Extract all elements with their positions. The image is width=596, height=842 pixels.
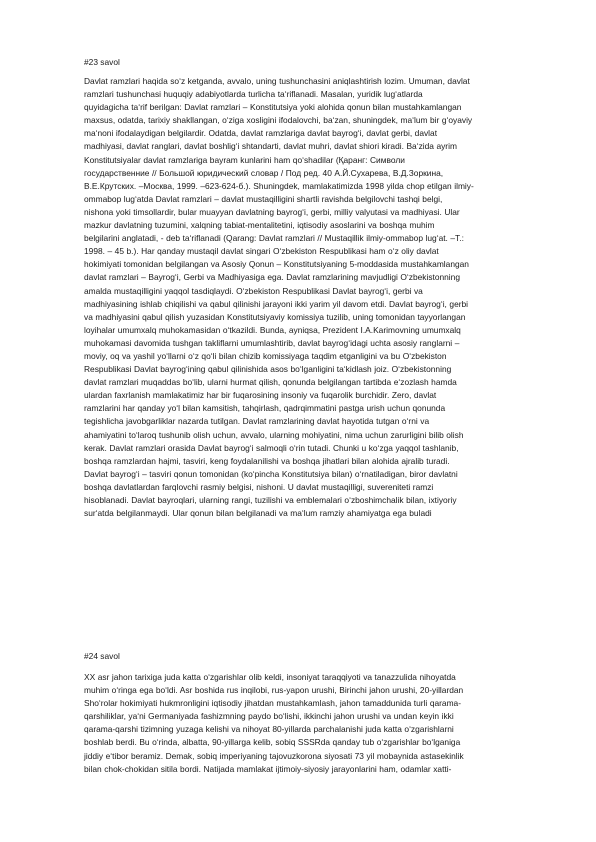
text-line: XX asr jahon tarixiga juda katta o‘zgarishlar olib keldi, insoniyat taraqqiyoti va tanazzulida nihoyatda — [84, 672, 456, 682]
text-line: hokimiyati tomonidan belgilangan va Asosiy Qonun – Konstitutsiyaning 5-moddasida mustahkamlangan — [84, 259, 469, 270]
answer-paragraph-23 — [84, 75, 530, 520]
text-line: boshqa davlatlardan farqlovchi rasmiy belgisi, nishoni. U davlat mustaqilligi, suvereniteti ramzi — [84, 481, 434, 492]
text-line: sur‘atda belgilanmaydi. Ular qonun bilan belgilanadi va ma‘lum ramziy ahamiyatga ega buladi — [84, 508, 432, 519]
text-line: ramzlari tushunchasi huquqiy adabiyotlarda turlicha ta‘riflanadi. Masalan, yuridik lug‘atlarda — [84, 89, 423, 100]
text-line: davlat ramzlari – Bayrog‘i, Gerbi va Madhiyasiga ega. Davlat ramzlarining mavjudligi O‘zbekistonning — [84, 272, 460, 283]
text-line: belgilarini anglatadi, - deb ta‘riflanadi (Qarang: Davlat ramzlari // Mustaqillik ilmiy-ommabop lug‘at. –T.: — [84, 233, 464, 244]
text-line: madhiyasi, davlat ranglari, davlat boshlig‘i shtandarti, davlat muhri, davlat shiori kiradi. Ba‘zida ayrim — [84, 141, 457, 152]
text-line: ulardan faxrlanish mamlakatimiz har bir fuqarosining insoniy va fuqarolik burchidir. Zero, davlat — [84, 390, 437, 401]
answer-paragraph-24 — [84, 671, 530, 776]
text-line: davlat ramzlari muqaddas bo‘lib, ularni hurmat qilish, qonunda belgilangan tartibda e‘zozlash hamda — [84, 377, 457, 388]
text-line: madhiyasining ishlab chiqilishi va qabul qilinishi jarayoni ikki yarim yil davom etdi. Davlat bayrog‘i, gerbi — [84, 298, 469, 309]
text-line: quyidagicha ta‘rif berilgan: Davlat ramzlari – Konstitutsiya yoki alohida qonun bilan mustahkamlangan — [84, 102, 462, 113]
text-line: ramzlarini har qanday yo‘l bilan kamsitish, tahqirlash, qadrqimmatini pastga urish uchun qonunda — [84, 403, 446, 414]
text-line: muhokamasi davomida tushgan takliflarni umumlashtirib, davlat bayrog‘idagi uchta asosiy ranglarni – — [84, 337, 460, 348]
question-heading-24: #24 savol — [84, 651, 120, 661]
text-line: amalda mustaqilligini yaqqol tasdiqlaydi. O‘zbekiston Respublikasi Davlat bayrog‘i, gerbi va — [84, 285, 423, 296]
text-line: kerak. Davlat ramzlari orasida Davlat bayrog‘i salmoqli o‘rin tutadi. Chunki u ko‘zga yaqqol tashlanib, — [84, 442, 459, 453]
text-line: muhim o‘ringa ega bo‘ldi. Asr boshida rus inqilobi, rus-yapon urushi, Birinchi jahon urushi, 20-yillardan — [84, 685, 464, 696]
text-line: Davlat ramzlari haqida so‘z ketganda, avvalo, uning tushunchasini aniqlashtirish lozim. Umuman, davlat — [84, 76, 470, 86]
question-heading-23: #23 savol — [84, 57, 120, 67]
text-line: 1998. – 45 b.). Har qanday mustaqil davlat singari O‘zbekiston Respublikasi ham o‘z oliy davlat — [84, 246, 439, 257]
text-line: nishona yoki timsollardir, bular muayyan davlatning bayrog‘i, gerbi, milliy valyutasi va madhiyasi. Ular — [84, 206, 460, 217]
text-line: ommabop lug‘atda Davlat ramzlari – davlat mustaqilligini shartli ravishda belgilovchi tashqi belgi, — [84, 193, 443, 204]
text-line: tegishlicha javobgarliklar nazarda tutilgan. Davlat ramzlarining davlat hayotida tutgan o‘rni va — [84, 416, 430, 427]
text-line: mazkur davlatning tuzumini, xalqning tabiat-mentalitetini, iqtisodiy asoslarini va boshqa muhim — [84, 220, 435, 231]
text-line: hisoblanadi. Davlat bayroqlari, ularning rangi, tuzilishi va emblemalari o‘zboshimchalik bilan, ixtiyoriy — [84, 495, 457, 505]
text-line: jiddiy e‘tibor beramiz. Demak, sobiq imperiyaning tajovuzkorona siyosati 73 yil mobaynida astasekinlik — [84, 750, 464, 761]
text-line: Davlat bayrog‘i – tasviri qonun tomonidan (ko‘pincha Konstitutsiya bilan) o‘rnatiladigan, biror davlatni — [84, 468, 458, 479]
text-line: maxsus, odatda, tarixiy shakllangan, o‘ziga xosligini ifodalovchi, ba‘zan, shuningdek, ma‘lum bir g‘oyaviy — [84, 115, 473, 126]
text-line: В.Е.Крутских. –Москва, 1999. –623-624-б.). Shuningdek, mamlakatimizda 1998 yilda chop etilgan ilmiy- — [84, 180, 474, 191]
text-line: qarama-qarshi tizimning yuzaga kelishi va nihoyat 80-yillarda parchalanishi juda katta o‘zgarishlarni — [84, 724, 454, 735]
text-line: ma‘noni ifodalaydigan belgilardir. Odatda, davlat ramzlariga davlat bayrog‘i, davlat gerbi, davlat — [84, 128, 438, 139]
text-line: Konstitutsiyalar davlat ramzlariga bayram kunlarini ham qo‘shadilar (Қаранг: Символи — [84, 154, 405, 165]
text-line: государственние // Большой юридический словар / Под ред. 40 А.Й.Сухарева, В.Д.Зоркина, — [84, 167, 444, 178]
text-line: ahamiyatini to‘laroq tushunib olish uchun, avvalo, ularning mohiyatini, nima uchun zarurligini bilib olish — [84, 429, 464, 440]
text-line: bilan chok-chokidan sitila bordi. Natijada mamlakat ijtimoiy-siyosiy jarayonlarini ham, odamlar xatti- — [84, 763, 452, 774]
text-line: boshqa ramzlardan hajmi, tasviri, keng foydalanilishi va boshqa jihatlari bilan alohida ajralib turadi. — [84, 455, 450, 466]
text-line: va madhiyasini qabul qilish yuzasidan Konstitutsiyaviy komissiya tuzilib, uning tomonidan tayyorlangan — [84, 311, 466, 322]
text-line: qarshiliklar, ya‘ni Germaniyada fashizmning paydo bo‘lishi, ikkinchi jahon urushi va undan keyin ikki — [84, 711, 454, 722]
text-line: moviy, oq va yashil yo‘llarni o‘z qo‘li bilan chizib komissiyaga taqdim etganligini va bu O‘zbekiston — [84, 350, 447, 361]
text-line: Sho‘rolar hokimiyati hukmronligini iqtisodiy jihatdan mustahkamlash, jahon tamaddunida turli qarama- — [84, 698, 462, 709]
text-line: loyihalar umumxalq muhokamasidan o‘tkazildi. Bunda, ayniqsa, Prezident I.A.Karimovning umumxalq — [84, 324, 461, 335]
text-line: Respublikasi Davlat bayrog‘ining qabul qilinishida asos bo‘lganligini ta‘kidlash joiz. O‘zbekistonning — [84, 364, 452, 375]
text-line: boshlab berdi. Bu o‘rinda, albatta, 90-yillarga kelib, sobiq SSSRda qanday tub o‘zgarishlar bo‘lganiga — [84, 737, 461, 748]
